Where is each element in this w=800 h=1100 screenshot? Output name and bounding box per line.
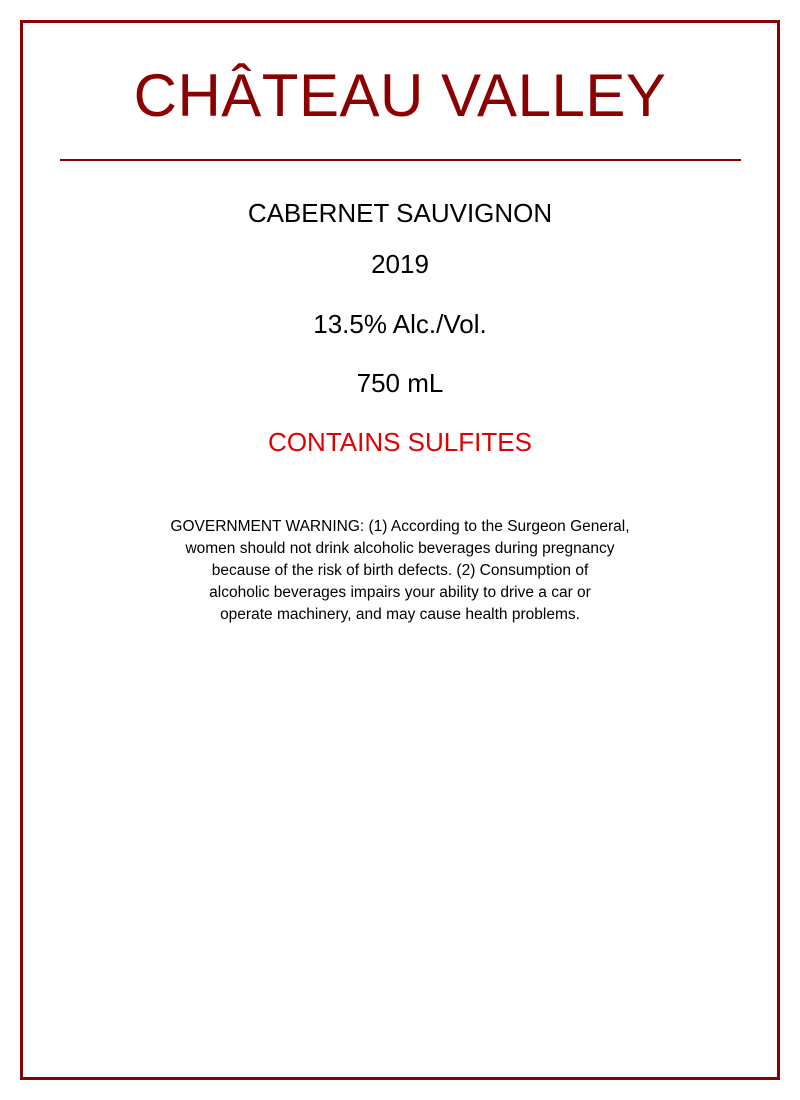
- divider: [60, 159, 741, 161]
- vintage-year: 2019: [371, 249, 429, 279]
- varietal: CABERNET SAUVIGNON: [247, 198, 553, 228]
- warning-line: GOVERNMENT WARNING: (1) According to the Surgeon General,: [170, 518, 630, 535]
- net-volume: 750 mL: [356, 368, 444, 398]
- warning-line: operate machinery, and may cause health problems.: [220, 606, 580, 623]
- brand-title: CHÂTEAU VALLEY: [133, 62, 667, 129]
- warning-line: because of the risk of birth defects. (2) Consumption of: [211, 562, 589, 579]
- warning-line: alcoholic beverages impairs your ability to drive a car or: [209, 584, 591, 601]
- government-warning: [150, 516, 650, 626]
- alcohol-content: 13.5% Alc./Vol.: [313, 309, 487, 339]
- sulfites-notice: CONTAINS SULFITES: [268, 427, 532, 457]
- warning-line: women should not drink alcoholic beverages during pregnancy: [185, 540, 615, 557]
